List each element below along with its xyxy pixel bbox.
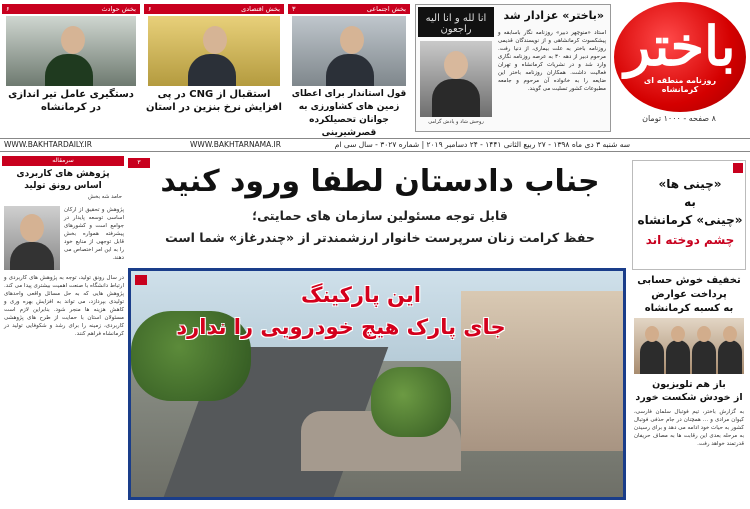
photo-head [203, 26, 227, 54]
box-badge [733, 163, 743, 173]
editorial-text-2: در سال رونق تولید، توجه به پژوهش های کاربردی و ارتباط دانشگاه با صنعت اهمیت بیشتری پیدا می کند. پژوهش هایی که به حل مسائل واقعی واحدهای تولیدی بپردازد، می تواند به افزایش بهره وری و کاهش هزینه ها منجر شود. بنابراین لازم است مسئولان استان با حمایت از طرح های پژوهشی کاربردی، زمینه را برای رشد و شکوفایی تولید در کرمانشاه فراهم کنند. [4, 275, 124, 337]
column-headline: استقبال از CNG در پی افزایش نرخ بنزین در استان [146, 89, 282, 113]
column-photo [292, 16, 406, 86]
main-subhead-1: قابل توجه مسئولین سازمان های حمایتی؛ [252, 208, 508, 223]
photo-head [340, 26, 364, 54]
china-l1: «چینی ها» [658, 177, 722, 191]
section-label: بخش اجتماعی [366, 5, 406, 13]
section-label: بخش حوادث [101, 5, 136, 13]
main-photo[interactable] [128, 268, 626, 500]
photo-body [188, 54, 236, 86]
person-head [697, 326, 711, 342]
top-column-economic[interactable] [144, 4, 284, 132]
editorial-text-1: پژوهش و تحقیق از ارکان اساسی توسعه پایدار در جوامع است و کشورهای پیشرفته همواره بخش قابل توجهی از منابع خود را به این امر اختصاص می دهند. [64, 207, 124, 261]
right-body-text: به گزارش باختر، تیم فوتبال سلمان فارسی، کیوان مرادی و ... همچنان در جام حذفی فوتبال کشور به حیات خود ادامه می دهد و برای رسیدن به مرحله بعدی این رقابت ها به مصاف حریفان قدرتمند خواهد رفت. [634, 409, 744, 447]
website-url[interactable]: WWW.BAKHTARNAMA.IR [190, 140, 281, 149]
column-headline: قول استاندار برای اعطای زمین های کشاورزی به جوانان تحصیلکرده قصرشیرینی [291, 89, 407, 138]
logo: باختر [624, 14, 736, 78]
page-number: ۶ [148, 5, 152, 13]
china-l2: به [684, 195, 696, 209]
photo-badge [135, 275, 147, 285]
china-l4: چشم دوخته اند [645, 233, 735, 247]
tv-l1: باز هم تلویزیون [652, 379, 726, 390]
obituary-text: استاد «منوچهر دبیر» روزنامه نگار باسابقه و پیشکسوت کرمانشاهی و از نویسندگان قدیمی روزنامه باختر به علت بیماری، از دنیا رفت. مرحوم دبیر از دهه ۳۰ به عرصه روزنامه نگاری وارد شد و در نشریات کرمانشاه و تهران فعالیت داشت. همکاران روزنامه باختر این ضایعه را به خانواده آن مرحوم و جامعه مطبوعات کشور تسلیت می گویند. [498, 30, 607, 92]
top-column-incidents[interactable] [2, 4, 140, 132]
date-bar [0, 138, 750, 152]
person-head [723, 326, 737, 342]
photo-body [45, 54, 93, 86]
obituary-title: «باختر» عزادار شد [503, 9, 604, 22]
issue-price: ۸ صفحه - ۱۰۰۰ تومان [642, 114, 716, 123]
column-headline: دستگیری عامل تیر اندازی در کرمانشاه [8, 89, 134, 113]
photo-body [10, 242, 54, 270]
right-column [632, 156, 746, 506]
top-strip [0, 0, 750, 136]
tv-l2: از خودش شکست خورد [635, 392, 743, 403]
section-bar [2, 4, 140, 14]
top-column-social[interactable] [288, 4, 410, 138]
discount-box[interactable] [632, 274, 746, 316]
main-headline[interactable]: جناب دادستان لطفا ورود کنید [160, 164, 600, 199]
discount-l2: پرداخت عوارض [651, 289, 727, 300]
china-box[interactable] [632, 160, 746, 270]
website-url-2[interactable]: WWW.BAKHTARDAILY.IR [4, 140, 92, 149]
masthead[interactable] [610, 0, 750, 136]
photo-head [444, 51, 468, 79]
person-figure [692, 340, 716, 374]
page-ref-badge: ۳ [128, 158, 150, 168]
person-figure [640, 340, 664, 374]
photo-body [432, 79, 480, 117]
obituary-photo [420, 41, 492, 117]
page-number: ۳ [292, 5, 296, 13]
editorial-author: حامد شه بخش [87, 194, 122, 200]
photo-trees-2 [371, 367, 451, 437]
section-bar [288, 4, 410, 14]
discount-l3: به کسبه کرمانشاه [644, 303, 734, 314]
person-head [671, 326, 685, 342]
photo-head [20, 214, 44, 242]
editorial-title[interactable]: پژوهش های کاربردی اساس رونق تولید [16, 169, 110, 191]
editorial-column [2, 156, 124, 506]
page-number: ۶ [6, 5, 10, 13]
mourning-banner [418, 7, 494, 37]
obituary-caption: روحش شاد و یادش گرامی [428, 119, 484, 125]
person-head [645, 326, 659, 342]
photo-head [61, 26, 85, 54]
column-photo [148, 16, 280, 86]
person-figure [666, 340, 690, 374]
section-label: بخش اقتصادی [241, 5, 280, 13]
mourning-banner-text: انا لله و انا الیه راجعون [425, 13, 487, 35]
issue-date: سه شنبه ۳ دی ماه ۱۳۹۸ - ۲۷ ربیع الثانی ۱۴۴۱ - ۲۴ دسامبر ۲۰۱۹ | شماره ۳۰۲۷ - سال سی ام [334, 140, 630, 149]
discount-l1: تخفیف خوش حسابی [637, 275, 741, 286]
photo-title-2: جای پارک هیچ خودرویی را ندارد [176, 315, 506, 339]
tv-box[interactable] [632, 378, 746, 404]
author-photo [4, 206, 60, 270]
section-bar [144, 4, 284, 14]
column-photo [6, 16, 136, 86]
china-l3: «چینی» کرمانشاه [637, 213, 743, 227]
editorial-bar: سرمقاله [2, 156, 124, 166]
person-figure [718, 340, 742, 374]
tv-photo [634, 318, 744, 374]
main-subhead-2: حفظ کرامت زنان سرپرست خانوار ارزشمندتر از «چندرغاز» شما است [165, 230, 595, 245]
photo-title-1: این پارکینگ [300, 283, 421, 307]
obituary-box[interactable] [415, 4, 611, 132]
logo-subtitle: روزنامه منطقه ای کرمانشاه [643, 76, 717, 94]
photo-body [326, 54, 374, 86]
